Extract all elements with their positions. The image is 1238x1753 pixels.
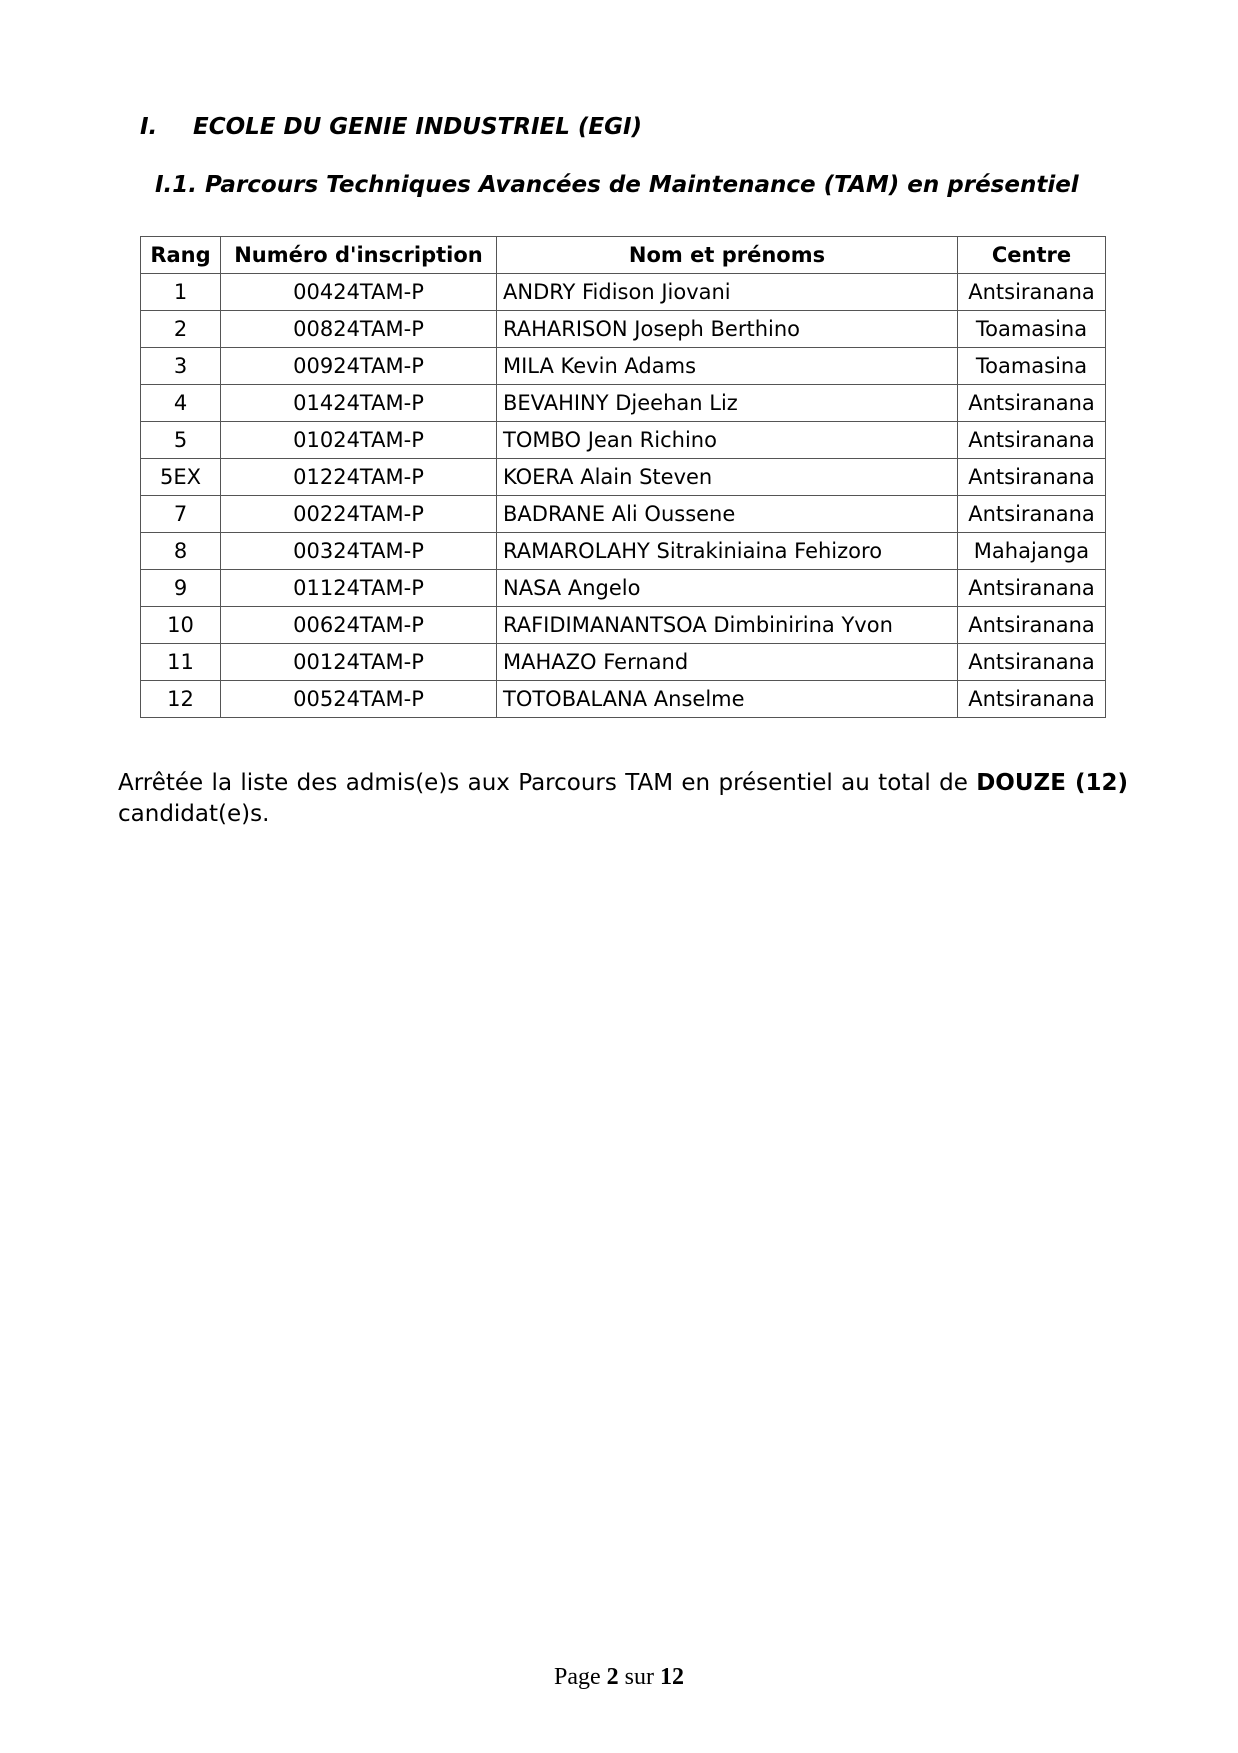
table-header-row — [141, 237, 1106, 274]
cell-nom: BEVAHINY Djeehan Liz — [497, 385, 958, 422]
cell-centre: Toamasina — [958, 311, 1106, 348]
cell-numero: 00824TAM-P — [221, 311, 497, 348]
cell-rang: 7 — [141, 496, 221, 533]
cell-numero: 01124TAM-P — [221, 570, 497, 607]
section-heading — [140, 114, 642, 140]
cell-nom: NASA Angelo — [497, 570, 958, 607]
cell-numero: 00424TAM-P — [221, 274, 497, 311]
cell-centre: Antsiranana — [958, 274, 1106, 311]
footer-of-word: sur — [624, 1664, 654, 1690]
footer-current-page: 2 — [606, 1664, 619, 1690]
cell-centre: Antsiranana — [958, 422, 1106, 459]
cell-centre: Mahajanga — [958, 533, 1106, 570]
table-row — [141, 311, 1106, 348]
section-number: I. — [140, 114, 158, 140]
cell-rang: 4 — [141, 385, 221, 422]
cell-rang: 8 — [141, 533, 221, 570]
cell-rang: 9 — [141, 570, 221, 607]
header-rang: Rang — [141, 237, 221, 274]
cell-rang: 5 — [141, 422, 221, 459]
cell-nom: RAMAROLAHY Sitrakiniaina Fehizoro — [497, 533, 958, 570]
summary-paragraph — [118, 768, 1128, 830]
cell-nom: MILA Kevin Adams — [497, 348, 958, 385]
cell-numero: 00224TAM-P — [221, 496, 497, 533]
table-row — [141, 496, 1106, 533]
table-row — [141, 644, 1106, 681]
cell-centre: Antsiranana — [958, 459, 1106, 496]
cell-rang: 5EX — [141, 459, 221, 496]
table-row — [141, 570, 1106, 607]
footer-total-pages: 12 — [660, 1664, 684, 1690]
table-row — [141, 274, 1106, 311]
cell-centre: Antsiranana — [958, 681, 1106, 718]
summary-total: DOUZE (12) — [976, 770, 1128, 796]
cell-numero: 00324TAM-P — [221, 533, 497, 570]
cell-numero: 01424TAM-P — [221, 385, 497, 422]
cell-centre: Antsiranana — [958, 570, 1106, 607]
cell-centre: Antsiranana — [958, 385, 1106, 422]
table-row — [141, 681, 1106, 718]
cell-rang: 12 — [141, 681, 221, 718]
table-row — [141, 422, 1106, 459]
header-nom-prenoms: Nom et prénoms — [497, 237, 958, 274]
table-row — [141, 533, 1106, 570]
cell-nom: BADRANE Ali Oussene — [497, 496, 958, 533]
cell-centre: Antsiranana — [958, 496, 1106, 533]
cell-nom: TOMBO Jean Richino — [497, 422, 958, 459]
cell-nom: ANDRY Fidison Jiovani — [497, 274, 958, 311]
table-row — [141, 607, 1106, 644]
cell-rang: 2 — [141, 311, 221, 348]
summary-text-before: Arrêtée la liste des admis(e)s aux Parcours TAM en présentiel au total de — [118, 770, 977, 796]
admis-table — [140, 236, 1106, 718]
cell-numero: 00624TAM-P — [221, 607, 497, 644]
cell-rang: 1 — [141, 274, 221, 311]
cell-numero: 01024TAM-P — [221, 422, 497, 459]
cell-nom: RAFIDIMANANTSOA Dimbinirina Yvon — [497, 607, 958, 644]
cell-rang: 11 — [141, 644, 221, 681]
cell-nom: KOERA Alain Steven — [497, 459, 958, 496]
table-row — [141, 385, 1106, 422]
cell-numero: 01224TAM-P — [221, 459, 497, 496]
cell-nom: MAHAZO Fernand — [497, 644, 958, 681]
summary-text-after: candidat(e)s. — [118, 801, 270, 827]
cell-numero: 00524TAM-P — [221, 681, 497, 718]
cell-centre: Antsiranana — [958, 607, 1106, 644]
cell-rang: 3 — [141, 348, 221, 385]
table-row — [141, 348, 1106, 385]
cell-centre: Antsiranana — [958, 644, 1106, 681]
cell-centre: Toamasina — [958, 348, 1106, 385]
table-row — [141, 459, 1106, 496]
cell-rang: 10 — [141, 607, 221, 644]
subsection-heading: I.1. Parcours Techniques Avancées de Maintenance (TAM) en présentiel — [155, 172, 1079, 198]
header-numero-inscription: Numéro d'inscription — [221, 237, 497, 274]
page-footer — [0, 1664, 1238, 1691]
header-centre: Centre — [958, 237, 1106, 274]
footer-page-word: Page — [554, 1664, 601, 1690]
section-title: ECOLE DU GENIE INDUSTRIEL (EGI) — [193, 114, 643, 140]
cell-numero: 00924TAM-P — [221, 348, 497, 385]
cell-nom: RAHARISON Joseph Berthino — [497, 311, 958, 348]
cell-numero: 00124TAM-P — [221, 644, 497, 681]
cell-nom: TOTOBALANA Anselme — [497, 681, 958, 718]
